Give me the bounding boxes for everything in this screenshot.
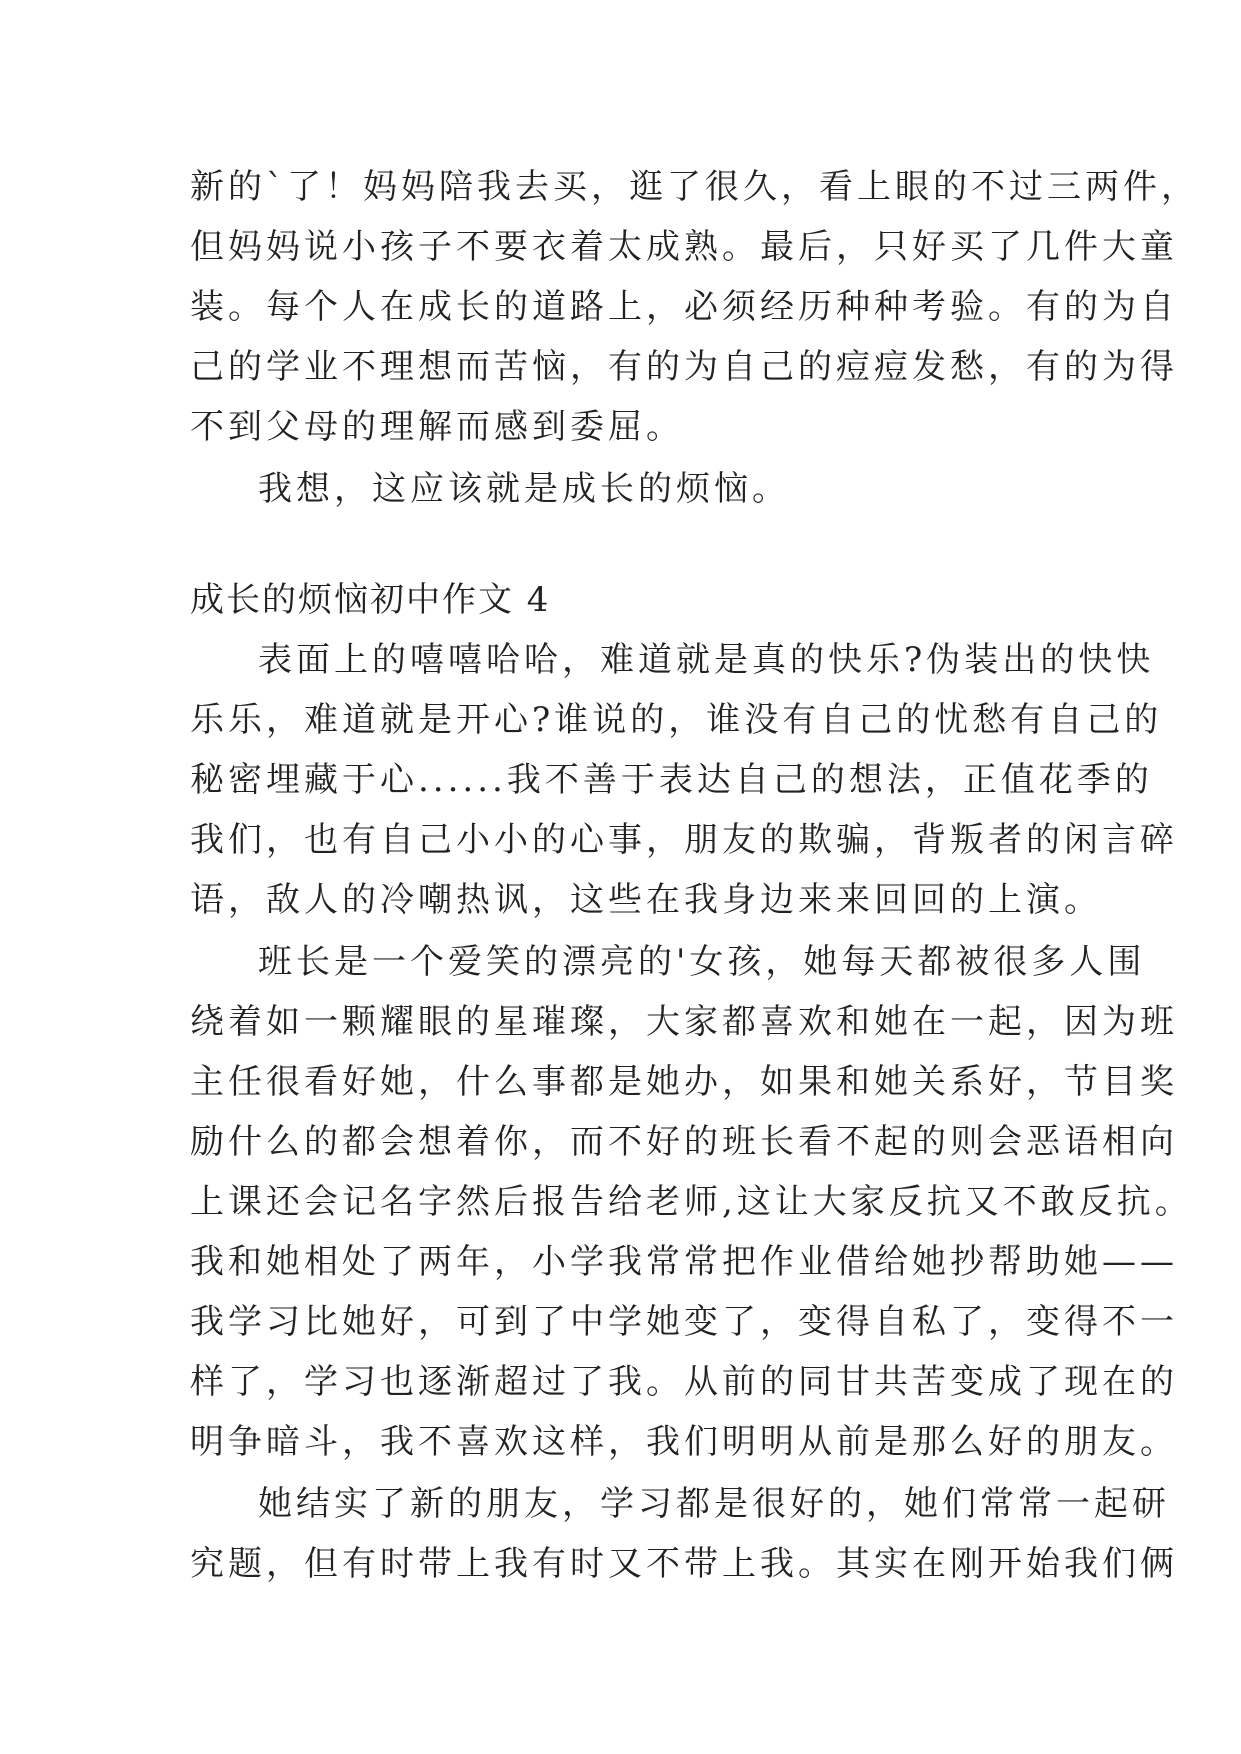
paragraph-1-line-3: 秘密埋藏于心......我不善于表达自己的想法，正值花季的	[190, 760, 1153, 800]
intro-line-3: 装。每个人在成长的道路上，必须经历种种考验。有的为自	[190, 287, 1178, 327]
paragraph-2-line-9: 明争暗斗，我不喜欢这样，我们明明从前是那么好的朋友。	[190, 1422, 1178, 1462]
paragraph-3-line-2: 究题，但有时带上我有时又不带上我。其实在刚开始我们俩	[190, 1544, 1178, 1584]
paragraph-2-line-2: 绕着如一颗耀眼的星璀璨，大家都喜欢和她在一起，因为班	[190, 1002, 1178, 1042]
paragraph-1-line-2: 乐乐，难道就是开心?谁说的，谁没有自己的忧愁有自己的	[190, 700, 1163, 740]
intro-line-4: 己的学业不理想而苦恼，有的为自己的痘痘发愁，有的为得	[190, 347, 1178, 387]
paragraph-1-line-5: 语，敌人的冷嘲热讽，这些在我身边来来回回的上演。	[190, 880, 1102, 920]
paragraph-2-line-6: 我和她相处了两年，小学我常常把作业借给她抄帮助她——	[190, 1242, 1178, 1282]
paragraph-1-line-4: 我们，也有自己小小的心事，朋友的欺骗，背叛者的闲言碎	[190, 820, 1178, 860]
paragraph-1-line-1: 表面上的嘻嘻哈哈，难道就是真的快乐?伪装出的快快	[258, 640, 1155, 680]
intro-line-2: 但妈妈说小孩子不要衣着太成熟。最后，只好买了几件大童	[190, 227, 1178, 267]
intro-line-1: 新的`了！妈妈陪我去买，逛了很久，看上眼的不过三两件，	[190, 167, 1199, 207]
intro-line-5: 不到父母的理解而感到委屈。	[190, 407, 684, 447]
paragraph-2-line-4: 励什么的都会想着你，而不好的班长看不起的则会恶语相向	[190, 1122, 1178, 1162]
section-title: 成长的烦恼初中作文 4	[190, 580, 551, 620]
paragraph-2-line-7: 我学习比她好，可到了中学她变了，变得自私了，变得不一	[190, 1302, 1178, 1342]
paragraph-3-line-1: 她结实了新的朋友，学习都是很好的，她们常常一起研	[258, 1484, 1170, 1524]
paragraph-2-line-8: 样了，学习也逐渐超过了我。从前的同甘共苦变成了现在的	[190, 1362, 1178, 1402]
intro-closing-line: 我想，这应该就是成长的烦恼。	[258, 469, 790, 509]
paragraph-2-line-5: 上课还会记名字然后报告给老师,这让大家反抗又不敢反抗。	[190, 1182, 1193, 1222]
paragraph-2-line-1: 班长是一个爱笑的漂亮的'女孩，她每天都被很多人围	[258, 942, 1146, 982]
paragraph-2-line-3: 主任很看好她，什么事都是她办，如果和她关系好，节目奖	[190, 1062, 1178, 1102]
